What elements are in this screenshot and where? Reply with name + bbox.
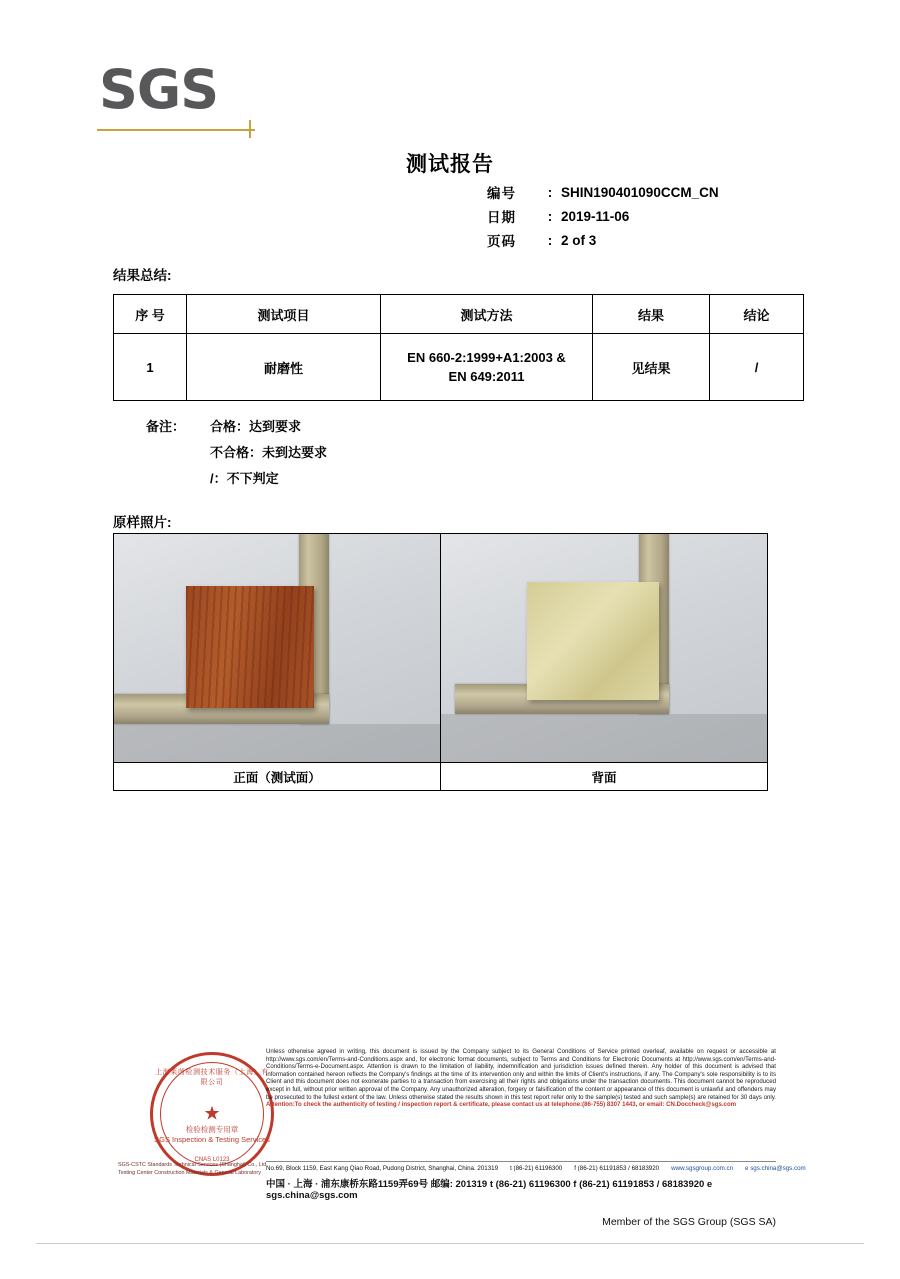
sgs-logo-text: SGS: [99, 58, 219, 121]
meta-label-report-no: 编号: [487, 186, 516, 201]
sample-photos-label: 原样照片:: [113, 515, 172, 530]
cell-result: 见结果: [593, 334, 710, 401]
footer-phone-1: t (86-21) 61196300: [510, 1165, 563, 1172]
meta-colon-date: :: [547, 208, 553, 224]
photo-cell-front: [114, 534, 441, 763]
remarks-row-na: [146, 464, 327, 490]
photo-cell-back: [441, 534, 768, 763]
footer-address-cn: 中国 · 上海 · 浦东康桥东路1159弄69号 邮编: 201319 t (86-21) 61196300 f (86-21) 61191853 / 68183920 e sgs.china@sgs.com: [266, 1179, 713, 1201]
cell-test-method: [381, 334, 593, 401]
photo-shadow-front: [114, 724, 440, 762]
meta-colon-report-no: :: [547, 184, 553, 200]
stamp-center-line1: 检验检测专用章: [185, 1125, 239, 1134]
column-header-no: 序 号: [114, 295, 187, 334]
sample-photo-back: [441, 534, 767, 762]
logo-tick: [249, 120, 251, 138]
footer-lab-name: SGS-CSTC Standards Technical Services (Shanghai) Co., Ltd. Testing Center Construction Materials & General Laboratory: [118, 1162, 268, 1176]
meta-row-report-no: [487, 180, 719, 204]
cell-conclusion: /: [710, 334, 804, 401]
photo-row: [114, 534, 768, 763]
column-header-result: 结果: [593, 295, 710, 334]
report-meta: [487, 180, 719, 252]
remarks-row-fail: [146, 438, 327, 464]
remarks-na: [210, 468, 279, 487]
meta-value-page: 2 of 3: [561, 232, 597, 248]
column-header-conclusion: 结论: [710, 295, 804, 334]
remarks-label: 备注：: [146, 418, 186, 434]
column-header-test-item: 测试项目: [187, 295, 381, 334]
remarks-na-key: /：: [210, 470, 227, 486]
results-summary-label: 结果总结:: [113, 268, 172, 283]
cell-test-method-line2: EN 649:2011: [448, 369, 525, 384]
sample-specimen-back: [527, 582, 659, 700]
company-stamp: [150, 1052, 274, 1176]
stamp-center-line2: SGS Inspection & Testing Services: [154, 1135, 270, 1144]
logo-underline: [97, 129, 255, 131]
footer-website[interactable]: www.sgsgroup.com.cn: [671, 1165, 734, 1172]
footer-phone-2: f (86-21) 61191853 / 68183920: [574, 1165, 660, 1172]
meta-label-page: 页码: [487, 234, 516, 249]
column-header-test-method: 测试方法: [381, 295, 593, 334]
remarks-row-pass: [146, 412, 327, 438]
remarks-pass: [210, 416, 301, 435]
remarks-fail: [210, 442, 327, 461]
table-row: [114, 334, 804, 401]
sample-photos-table: [113, 533, 768, 791]
remarks-pass-key: 合格：: [210, 418, 250, 434]
stamp-center-text: [153, 1125, 271, 1145]
page-title: 测试报告: [406, 152, 494, 176]
results-table: [113, 294, 804, 401]
cell-test-method-line1: EN 660-2:1999+A1:2003 &: [407, 350, 566, 365]
remarks-fail-value: 未到达要求: [262, 444, 328, 460]
photo-caption-back: 背面: [441, 763, 768, 791]
remarks-fail-key: 不合格：: [210, 444, 263, 460]
legal-paragraph-text: Unless otherwise agreed in writing, this document is issued by the Company subject to its General Conditions of Service printed overleaf, available on request or accessible at http://www.sgs.com/en/Terms-and-Conditions.aspx and, for electronic format documents, subject to Terms and Conditions for Electronic Documents at http://www.sgs.com/en/Terms-and-Conditions/Terms-e-Document.aspx. Attention is drawn to the limitation of liability, indemnification and jurisdiction issues defined therein. Any holder of this document is advised that information contained hereon reflects the Company's findings at the time of its intervention only and within the limits of Client's instructions, if any. The Company's sole responsibility is to its Client and this document does not exonerate parties to a transaction from exercising all their rights and obligations under the transaction documents. This document cannot be reproduced except in full, without prior written approval of the Company. Any unauthorized alteration, forgery or falsification of the content or appearance of this document is unlawful and offenders may be prosecuted to the fullest extent of the law. Unless otherwise stated the results shown in this test report refer only to the sample(s) tested and such sample(s) are retained for 30 days only.: [266, 1048, 776, 1101]
meta-value-report-no: SHIN190401090CCM_CN: [561, 184, 719, 200]
footer-member-line: Member of the SGS Group (SGS SA): [602, 1216, 776, 1228]
stamp-top-text: 上海莱茵检测技术服务（上海）有限公司: [155, 1069, 269, 1086]
sample-photo-front: [114, 534, 440, 762]
sample-specimen-front: [186, 586, 314, 708]
footer-email[interactable]: e sgs.china@sgs.com: [745, 1165, 806, 1172]
legal-disclaimer: [266, 1048, 776, 1109]
meta-label-date: 日期: [487, 210, 516, 225]
page-footer: [0, 1040, 900, 1228]
photo-shadow-back: [441, 714, 767, 762]
footer-address-en: No.69, Block 1159, East Kang Qiao Road, Pudong District, Shanghai, China. 201319: [266, 1165, 499, 1172]
remarks-pass-value: 达到要求: [249, 418, 302, 434]
stamp-star-icon: ★: [203, 1103, 221, 1125]
remarks-block: [146, 412, 327, 490]
page-bottom-rule: [36, 1243, 864, 1244]
table-header-row: [114, 295, 804, 334]
meta-row-date: [487, 204, 719, 228]
meta-colon-page: :: [547, 232, 553, 248]
cell-no: 1: [114, 334, 187, 401]
footer-address-en-row: [266, 1161, 806, 1172]
remarks-na-value: 不下判定: [226, 470, 279, 486]
sgs-logo: [97, 58, 357, 140]
photo-caption-row: [114, 763, 768, 791]
legal-attention-text: Attention:To check the authenticity of testing / inspection report & certificate, please contact us at telephone:(86-755) 8307 1443, or email: CN.Doccheck@sgs.com: [266, 1101, 737, 1109]
stamp-bottom-text: CNAS L0123: [194, 1157, 230, 1163]
meta-value-date: 2019-11-06: [561, 208, 630, 224]
cell-test-item: 耐磨性: [187, 334, 381, 401]
photo-caption-front: 正面（测试面）: [114, 763, 441, 791]
meta-row-page: [487, 228, 719, 252]
